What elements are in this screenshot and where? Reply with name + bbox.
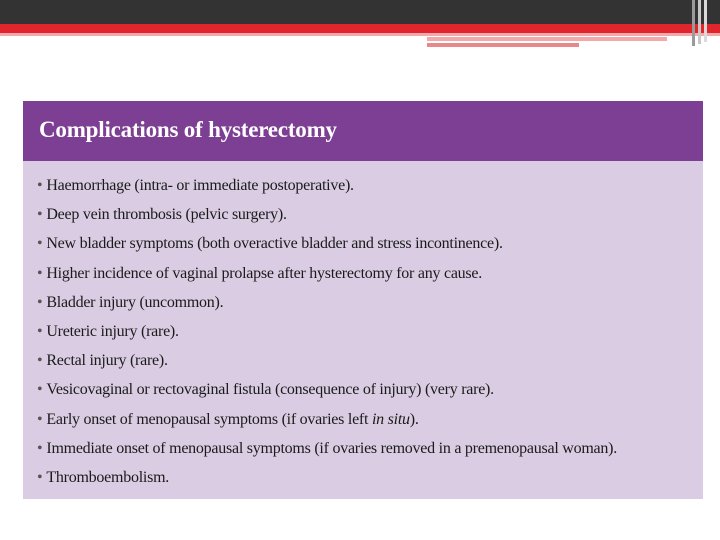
list-item (37, 346, 617, 375)
bullet: • (37, 235, 43, 253)
list-item (37, 259, 617, 288)
decorative-line (427, 43, 579, 47)
list-item-text: Haemorrhage (intra- or immediate postoperative). (46, 177, 354, 194)
list-item (37, 171, 617, 200)
list-item-text: New bladder symptoms (both overactive bladder and stress incontinence). (46, 235, 503, 253)
list-item-text: Vesicovaginal or rectovaginal fistula (consequence of injury) (very rare). (46, 381, 494, 399)
bullet: • (37, 293, 43, 311)
complications-box (23, 101, 703, 499)
list-item-text: Thromboembolism. (46, 468, 170, 486)
list-item-text: Deep vein thrombosis (pelvic surgery). (46, 206, 287, 224)
list-item (37, 434, 617, 463)
box-title: Complications of hysterectomy (39, 117, 337, 142)
bullet: • (37, 468, 43, 486)
complications-list (37, 171, 617, 492)
list-item-text: ). (409, 410, 419, 428)
list-item (37, 317, 617, 346)
decorative-bar (704, 0, 707, 42)
list-item (37, 229, 617, 258)
list-item (37, 375, 617, 404)
list-item (37, 288, 617, 317)
bullet: • (37, 206, 43, 224)
list-item-text: Bladder injury (uncommon). (46, 293, 224, 311)
slide-accent-band (0, 24, 720, 33)
decorative-bar (698, 0, 701, 44)
list-item (37, 200, 617, 229)
decorative-line (427, 37, 667, 41)
bullet: • (37, 381, 43, 399)
bullet: • (37, 439, 43, 457)
list-item-text: Rectal injury (rare). (46, 352, 168, 370)
bullet: • (37, 410, 43, 428)
list-item-text: Immediate onset of menopausal symptoms (if ovaries removed in a premenopausal woman). (46, 439, 617, 457)
list-item-text: Higher incidence of vaginal prolapse after hysterectomy for any cause. (46, 264, 482, 282)
list-item-italic-text: in situ (371, 410, 410, 428)
bullet: • (37, 264, 43, 282)
slide-accent-stripe (0, 33, 720, 36)
list-item-text: Ureteric injury (rare). (46, 322, 179, 340)
bullet: • (37, 352, 43, 370)
bullet: • (37, 322, 43, 340)
list-item (37, 405, 617, 434)
list-item (37, 463, 617, 492)
list-item-text: Early onset of menopausal symptoms (if ovaries left (46, 410, 372, 428)
slide-top-band (0, 0, 720, 24)
bullet: • (37, 177, 43, 194)
box-header (23, 101, 703, 161)
decorative-bar (692, 0, 695, 46)
